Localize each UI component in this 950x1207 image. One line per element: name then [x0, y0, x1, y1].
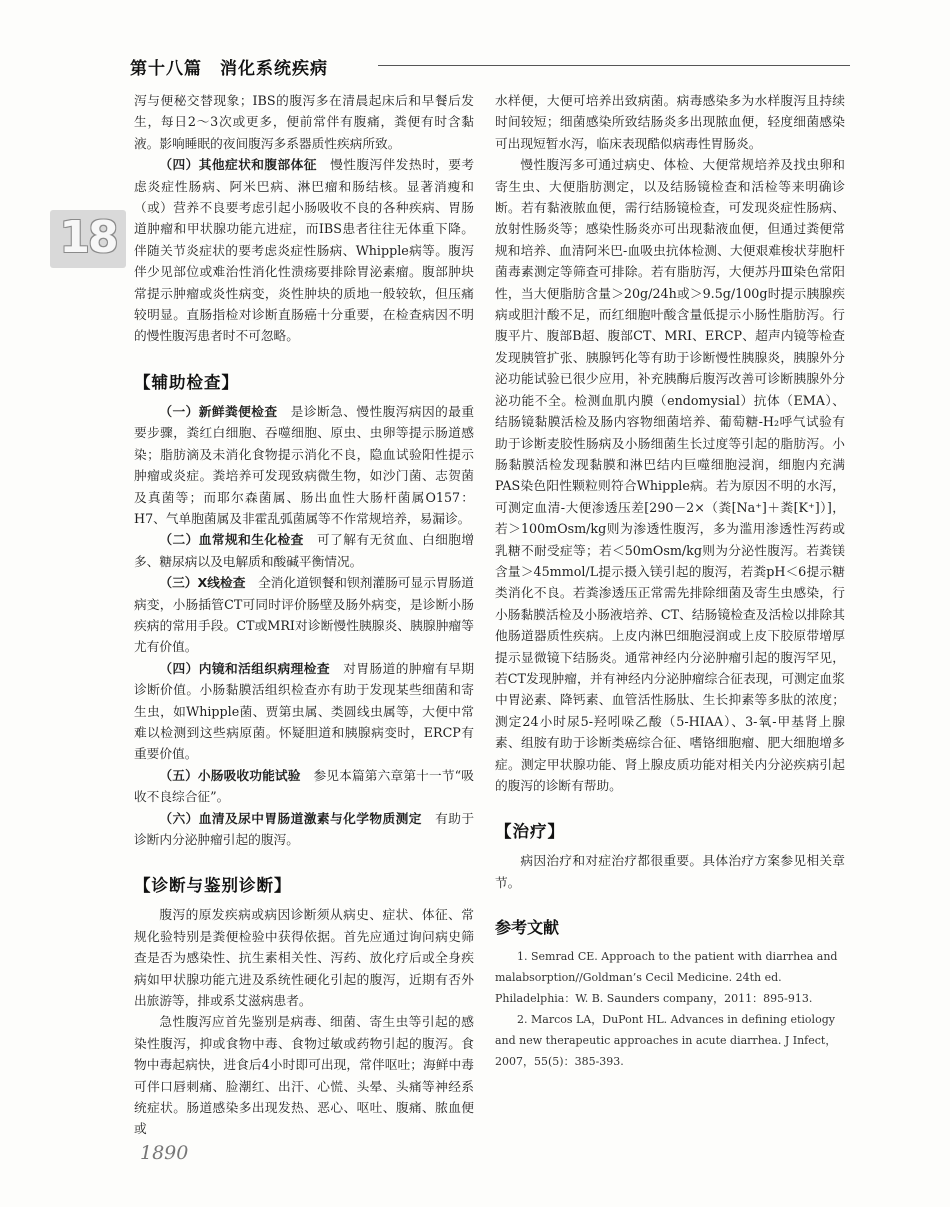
subheading-absorption-test: （五）小肠吸收功能试验	[159, 767, 301, 783]
paragraph-diagnosis-2: 急性腹泻应首先鉴别是病毒、细菌、寄生虫等引起的感染性腹泻，抑或食物中毒、食物过敏或药物引起的腹泻。食物中毒起病快，进食后4小时即可出现，常伴呕吐；海鲜中毒可伴口唇刺痛、脸潮红、出汗、心慌、头晕、头痛等神经系统症状。肠道感染多出现发热、恶心、呕吐、腹痛、脓血便或	[134, 1014, 474, 1137]
running-header	[130, 52, 850, 78]
subheading-blood-tests: （二）血常规和生化检查	[159, 532, 304, 548]
paragraph-endoscopy	[134, 658, 474, 765]
text-endoscopy: 对胃肠道的肿瘤有早期诊断价值。小肠黏膜活组织检查亦有助于发现某些细菌和寄生虫，如Whipple菌、贾第虫属、类圆线虫属等，大便中常难以检测到这些病原菌。怀疑胆道和胰腺病变时，ERCP有重要价值。	[134, 660, 475, 762]
paragraph-absorption-test	[134, 765, 474, 808]
paragraph-xray	[134, 572, 474, 658]
chapter-number: 18	[59, 212, 117, 263]
text-hormone-test: 有助于诊断内分泌肿瘤引起的腹泻。	[134, 810, 475, 847]
paragraph-stool-exam	[134, 401, 474, 529]
section-title-aux-exam: 【辅助检查】	[134, 372, 239, 392]
header-rule	[378, 65, 850, 66]
paragraph-blood-tests	[134, 529, 474, 572]
subheading-other-signs: （四）其他症状和腹部体征	[159, 157, 317, 173]
left-column	[134, 90, 474, 1140]
reference-item: 2. Marcos LA，DuPont HL. Advances in defining etiology and new therapeutic approaches in acute diarrhea. J Infect，2007，55(5)：385-393.	[495, 1013, 837, 1069]
section-title-treatment: 【治疗】	[495, 822, 565, 842]
paragraph-continued: 水样便，大便可培养出致病菌。病毒感染多为水样腹泻且持续时间较短；细菌感染所致结肠炎多出现脓血便，轻度细菌感染可出现短暂水泻，临床表现酷似病毒性胃肠炎。	[495, 93, 845, 151]
text-stool-exam: 是诊断急、慢性腹泻病因的最重要步骤，粪红白细胞、吞噬细胞、原虫、虫卵等提示肠道感染；脂肪滴及未消化食物提示消化不良，隐血试验阳性提示肿瘤或炎症。粪培养可发现致病微生物，如沙门菌、志贺菌及真菌等；而耶尔森菌属、肠出血性大肠杆菌属O157：H7、气单胞菌属及非霍乱弧菌属等不作常规培养，易漏诊。	[134, 403, 475, 526]
page-number: 1890	[140, 1142, 189, 1164]
text-absorption-test: 参见本篇第六章第十一节“吸收不良综合征”。	[134, 767, 474, 805]
subheading-endoscopy: （四）内镜和活组织病理检查	[159, 660, 331, 676]
paragraph-treatment: 病因治疗和对症治疗都很重要。具体治疗方案参见相关章节。	[495, 853, 845, 890]
subheading-stool-exam: （一）新鲜粪便检查	[159, 403, 278, 419]
section-title-diagnosis: 【诊断与鉴别诊断】	[134, 876, 292, 896]
references-title: 参考文献	[495, 918, 560, 938]
paragraph-diagnosis-1: 腹泻的原发疾病或病因诊断须从病史、症状、体征、常规化验特别是粪便检验中获得依据。首先应通过询问病史筛查是否为感染性、抗生素相关性、泻药、放化疗后或全身疾病如甲状腺功能亢进及系统性硬化引起的腹泻，近期有否外出旅游等，排或系艾滋病患者。	[134, 907, 474, 1009]
subheading-xray: （三）X线检查	[159, 575, 246, 591]
subheading-hormone-test: （六）血清及尿中胃肠道激素与化学物质测定	[159, 810, 422, 826]
header-title: 第十八篇 消化系统疾病	[130, 59, 328, 79]
text-other-signs: 慢性腹泻伴发热时，要考虑炎症性肠病、阿米巴病、淋巴瘤和肠结核。显著消瘦和（或）营养不良要考虑引起小肠吸收不良的各种疾病、胃肠道肿瘤和甲状腺功能亢进症，而IBS患者往往无体重下降。伴随关节炎症状的要考虑炎症性肠病、Whipple病等。腹泻伴少见部位或难治性消化性溃疡要排除胃泌素瘤。腹部肿块常提示肿瘤或炎性病变，炎性肿块的质地一般较软，但压痛较明显。直肠指检对诊断直肠癌十分重要，在检查病因不明的慢性腹泻患者时不可忽略。	[134, 157, 475, 344]
right-column	[495, 90, 845, 1072]
chapter-tab	[50, 210, 126, 268]
text-xray: 全消化道钡餐和钡剂灌肠可显示胃肠道病变，小肠插管CT可同时评价肠壁及肠外病变，是诊断小肠疾病的常用手段。CT或MRI对诊断慢性胰腺炎、胰腺肿瘤等尤有价值。	[134, 575, 474, 655]
intro-paragraph: 泻与便秘交替现象；IBS的腹泻多在清晨起床后和早餐后发生，每日2～3次或更多，便前常伴有腹痛，粪便有时含黏液。影响睡眠的夜间腹泻多系器质性疾病所致。	[134, 93, 474, 151]
paragraph-hormone-test	[134, 808, 474, 851]
paragraph-chronic-diarrhea: 慢性腹泻多可通过病史、体检、大便常规培养及找虫卵和寄生虫、大便脂肪测定，以及结肠镜检查和活检等来明确诊断。若有黏液脓血便，需行结肠镜检查，可发现炎症性肠病、放射性肠炎等；感染性肠炎亦可出现黏液血便，但通过粪便常规和培养、血清阿米巴-血吸虫抗体检测、大便艰难梭状芽胞杆菌毒素测定等筛查可排除。若有脂肪泻，大便苏丹Ⅲ染色常阳性，当大便脂肪含量＞20g/24h或＞9.5g/100g时提示胰腺疾病或胆汁酸不足，而红细胞叶酸含量低提示小肠性脂肪泻。行腹平片、腹部B超、腹部CT、MRI、ERCP、超声内镜等检查发现胰管扩张、胰腺钙化等有助于诊断慢性胰腺炎，胰腺外分泌功能试验已很少应用，补充胰酶后腹泻改善可诊断胰腺外分泌功能不全。检测血肌内膜（endomysial）抗体（EMA）、结肠镜黏膜活检及肠内容物细菌培养、葡萄糖-H₂呼气试验有助于诊断麦胶性肠病及小肠细菌生长过度等引起的脂肪泻。小肠黏膜活检发现黏膜和淋巴结内巨噬细胞浸润，细胞内充满PAS染色阳性颗粒则符合Whipple病。若为原因不明的水泻，可测定血清-大便渗透压差[290－2×（粪[Na⁺]＋粪[K⁺]）]，若＞100mOsm/kg则为渗透性腹泻，多为滥用渗透性泻药或乳糖不耐受症等；若＜50mOsm/kg则为分泌性腹泻。若粪镁含量＞45mmol/L提示摄入镁引起的腹泻，若粪pH＜6提示糖类消化不良。若粪渗透压正常需先排除细菌及寄生虫感染，行小肠黏膜活检及小肠液培养、CT、结肠镜检查及活检以排除其他肠道器质性疾病。上皮内淋巴细胞浸润或上皮下胶原带增厚提示显微镜下结肠炎。通常神经内分泌肿瘤引起的腹泻罕见，若CT发现肿瘤，并有神经内分泌肿瘤综合征表现，可测定血浆中胃泌素、降钙素、血管活性肠肽、生长抑素等多肽的浓度；测定24小时尿5-羟吲哚乙酸（5-HIAA）、3-氧-甲基肾上腺素、组胺有助于诊断类癌综合征、嗜铬细胞瘤、肥大细胞增多症。测定甲状腺功能、肾上腺皮质功能对相关内分泌疾病引起的腹泻的诊断有帮助。	[495, 157, 845, 793]
text-blood-tests: 可了解有无贫血、白细胞增多、糖尿病以及电解质和酸碱平衡情况。	[134, 532, 475, 569]
paragraph-other-signs	[134, 154, 474, 347]
reference-item: 1. Semrad CE. Approach to the patient with diarrhea and malabsorption//Goldman’s Cecil Medicine. 24th ed. Philadelphia：W. B. Saunders company，2011：895-913.	[495, 950, 838, 1006]
